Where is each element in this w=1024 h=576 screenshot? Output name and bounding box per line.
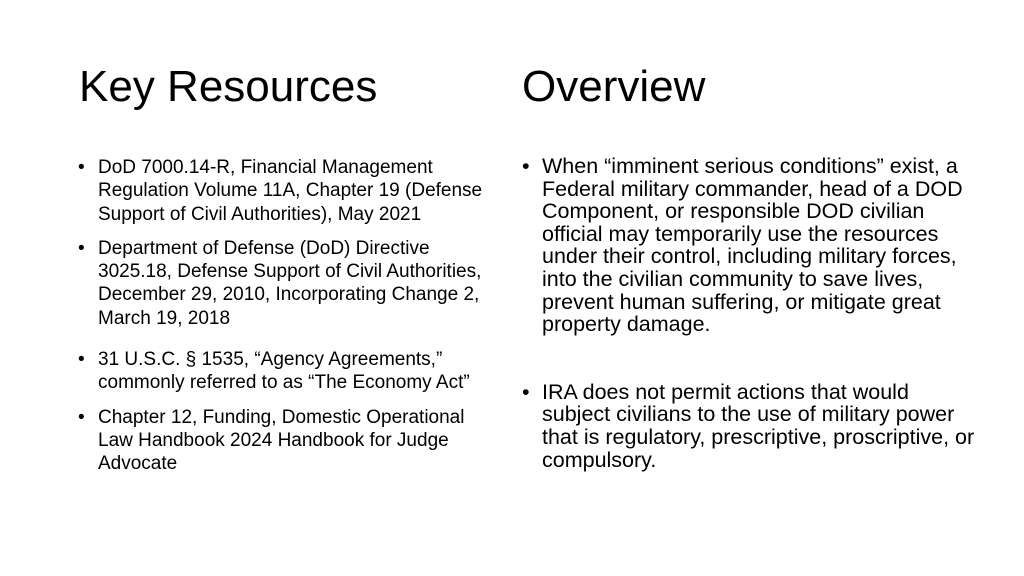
list-item: [78, 156, 498, 226]
bullet-icon: •: [78, 237, 85, 259]
list-item: [78, 237, 498, 330]
key-resources-list: [78, 156, 498, 476]
overview-list: [522, 155, 982, 471]
overview-text: IRA does not permit actions that would subject civilians to the use of military power that is regulatory, prescriptive, proscriptive, or compulsory.: [542, 379, 975, 472]
key-resources-heading: Key Resources: [79, 62, 378, 111]
bullet-icon: •: [78, 349, 85, 371]
resource-text: DoD 7000.14-R, Financial Management Regulation Volume 11A, Chapter 19 (Defense Support of Civil Authorities), May 2021: [98, 157, 483, 225]
bullet-icon: •: [78, 406, 85, 428]
list-item: [78, 406, 498, 476]
resource-text: Chapter 12, Funding, Domestic Operational Law Handbook 2024 Handbook for Judge Advocate: [98, 406, 465, 475]
list-item: [522, 155, 982, 336]
overview-text: When “imminent serious conditions” exist, a Federal military commander, head of a DOD Component, or responsible DOD civilian official may temporarily use the resources under their control, including military forces, into the civilian community to save lives, prevent human suffering, or mitigate great property damage.: [542, 154, 963, 337]
bullet-icon: •: [78, 157, 85, 178]
overview-heading: Overview: [522, 62, 706, 111]
resource-text: Department of Defense (DoD) Directive 3025.18, Defense Support of Civil Authorities, December 29, 2010, Incorporating Change 2, March 19, 2018: [98, 237, 482, 329]
list-item: [522, 381, 982, 471]
bullet-icon: •: [522, 379, 530, 404]
bullet-icon: •: [522, 154, 530, 178]
resource-text: 31 U.S.C. § 1535, “Agency Agreements,” commonly referred to as “The Economy Act”: [98, 349, 470, 394]
list-item: [78, 348, 498, 395]
